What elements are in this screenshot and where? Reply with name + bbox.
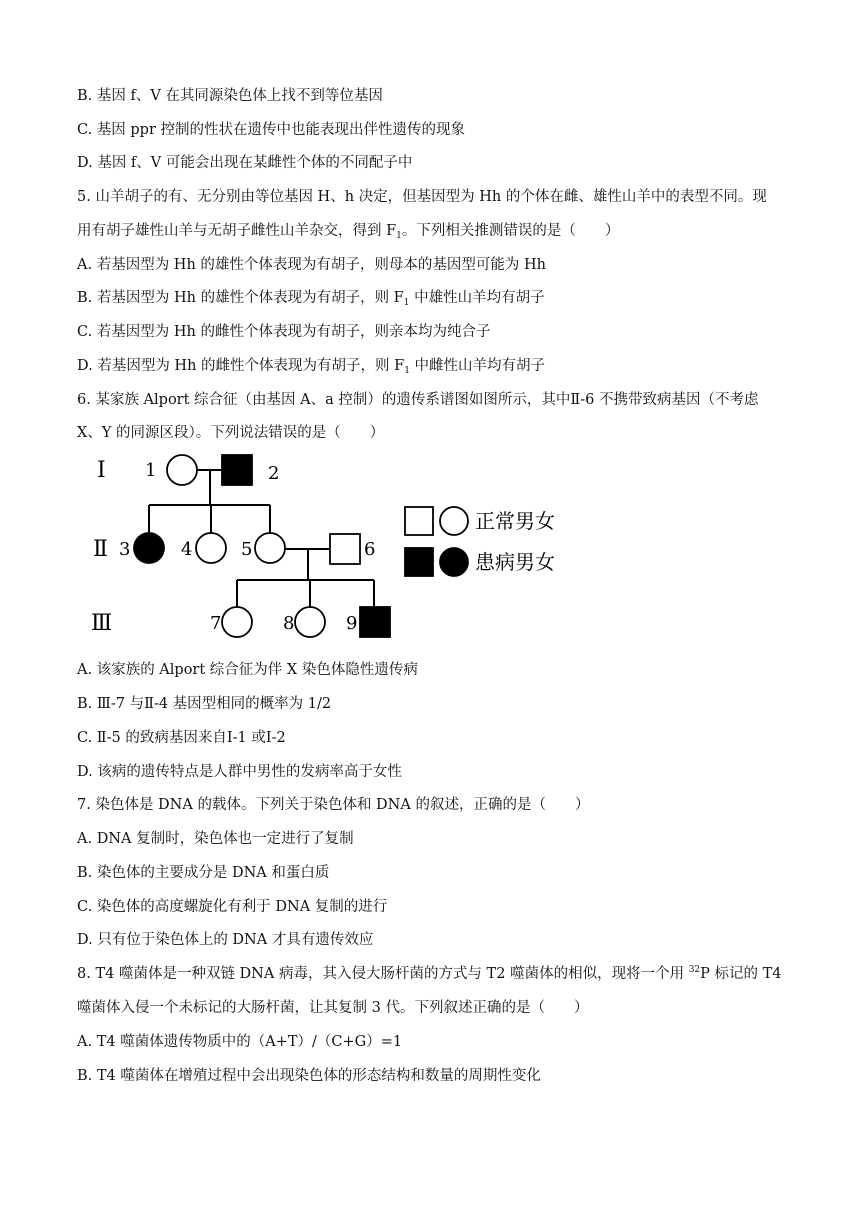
- option-8a: A. T4 噬菌体遗传物质中的（A+T）/（C+G）=1: [77, 1034, 403, 1050]
- individual-label-4: 4: [181, 539, 193, 560]
- individual-7-normal-female: [222, 607, 252, 637]
- pedigree-legend: [405, 507, 555, 576]
- option-8b: B. T4 噬菌体在增殖过程中会出现染色体的形态结构和数量的周期性变化: [77, 1068, 541, 1084]
- individual-4-normal-female: [196, 533, 226, 563]
- question-5-stem-cont: 用有胡子雄性山羊与无胡子雌性山羊杂交，得到 $F_1$。下列相关推测错误的是（ ）: [77, 223, 620, 241]
- individual-3-affected-female: [134, 533, 164, 563]
- individual-label-3: 3: [119, 539, 131, 560]
- legend-affected-label: 患病男女: [475, 550, 555, 574]
- individual-8-normal-female: [295, 607, 325, 637]
- option-6a: A. 该家族的 Alport 综合征为伴 X 染色体隐性遗传病: [77, 662, 418, 678]
- individual-label-1: 1: [145, 460, 157, 481]
- legend-normal-male-symbol: [405, 507, 433, 535]
- generation-label-3: Ⅲ: [91, 611, 113, 636]
- option-5a: A. 若基因型为 Hh 的雄性个体表现为有胡子，则母本的基因型可能为 Hh: [77, 257, 546, 273]
- individual-label-6: 6: [364, 539, 376, 560]
- legend-normal-female-symbol: [440, 507, 468, 535]
- generation-label-1: Ⅰ: [97, 458, 106, 483]
- individual-9-affected-male: [360, 607, 390, 637]
- option-4d: D. 基因 f、V 可能会出现在某雌性个体的不同配子中: [77, 155, 413, 171]
- generation-label-2: Ⅱ: [93, 537, 108, 562]
- option-4b: B. 基因 f、V 在其同源染色体上找不到等位基因: [77, 88, 383, 104]
- question-8-stem: 8. T4 噬菌体是一种双链 DNA 病毒，其入侵大肠杆菌的方式与 T2 噬菌体的相似，现将一个用 $^{32}$P 标记的 T4: [77, 965, 782, 982]
- individual-1-normal-female: [167, 455, 197, 485]
- individual-label-2: 2: [268, 463, 280, 484]
- option-5d: D. 若基因型为 Hh 的雌性个体表现为有胡子，则 $F_1$ 中雌性山羊均有胡子: [77, 358, 546, 376]
- pedigree-diagram: [77, 447, 577, 643]
- option-6b: B. Ⅲ-7 与Ⅱ-4 基因型相同的概率为 1/2: [77, 696, 332, 712]
- individual-6-normal-male: [330, 534, 360, 564]
- legend-affected-male-symbol: [405, 548, 433, 576]
- question-6-stem: 6. 某家族 Alport 综合征（由基因 A、a 控制）的遗传系谱图如图所示，其中Ⅱ-6 不携带致病基因（不考虑: [77, 392, 759, 408]
- option-7d: D. 只有位于染色体上的 DNA 才具有遗传效应: [77, 932, 374, 948]
- option-5c: C. 若基因型为 Hh 的雌性个体表现为有胡子，则亲本均为纯合子: [77, 324, 491, 340]
- individual-label-8: 8: [283, 613, 295, 634]
- individual-label-5: 5: [241, 539, 253, 560]
- question-6-stem-cont: X、Y 的同源区段）。下列说法错误的是（ ）: [77, 425, 385, 441]
- option-6c: C. Ⅱ-5 的致病基因来自Ⅰ-1 或Ⅰ-2: [77, 730, 286, 746]
- question-8-stem-cont: 噬菌体入侵一个未标记的大肠杆菌，让其复制 3 代。下列叙述正确的是（ ）: [77, 1000, 589, 1016]
- option-4c: C. 基因 ppr 控制的性状在遗传中也能表现出伴性遗传的现象: [77, 122, 466, 138]
- question-5-stem: 5. 山羊胡子的有、无分别由等位基因 H、h 决定，但基因型为 Hh 的个体在雌、雄性山羊中的表型不同。现: [77, 189, 767, 205]
- option-6d: D. 该病的遗传特点是人群中男性的发病率高于女性: [77, 764, 402, 780]
- legend-affected-female-symbol: [440, 548, 468, 576]
- individual-5-normal-female: [255, 533, 285, 563]
- question-7-stem: 7. 染色体是 DNA 的载体。下列关于染色体和 DNA 的叙述，正确的是（ ）: [77, 797, 590, 813]
- individual-label-9: 9: [346, 613, 358, 634]
- individual-label-7: 7: [210, 613, 222, 634]
- option-7b: B. 染色体的主要成分是 DNA 和蛋白质: [77, 865, 330, 881]
- option-7a: A. DNA 复制时，染色体也一定进行了复制: [77, 831, 354, 847]
- option-5b: B. 若基因型为 Hh 的雄性个体表现为有胡子，则 $F_1$ 中雄性山羊均有胡子: [77, 290, 545, 308]
- option-7c: C. 染色体的高度螺旋化有利于 DNA 复制的进行: [77, 899, 388, 915]
- legend-normal-label: 正常男女: [475, 509, 555, 533]
- individual-2-affected-male: [222, 455, 252, 485]
